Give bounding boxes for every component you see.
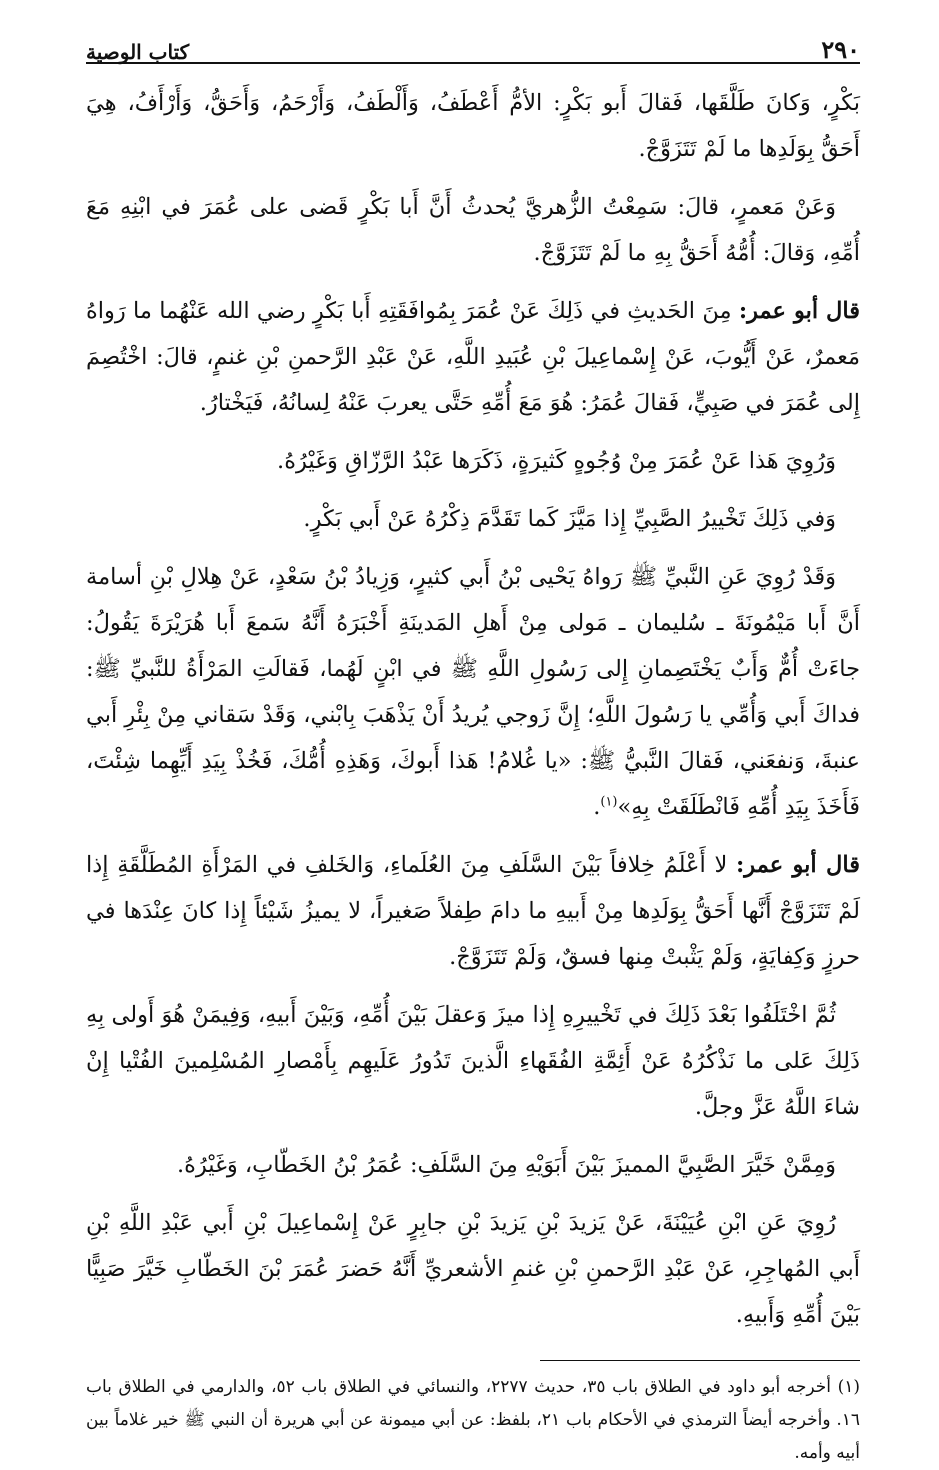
paragraph-text: وَرُوِيَ هَذا عَنْ عُمَرَ مِنْ وُجُوهٍ كَثيرَةٍ، ذَكَرَها عَبْدُ الرَّزّاقِ وَغَيْرُهُ.: [277, 448, 836, 474]
paragraph: [86, 1200, 860, 1338]
paragraph: [86, 184, 860, 276]
page-header: [86, 22, 860, 64]
footnote-divider: [540, 1360, 860, 1361]
paragraph: وَقَدْ رُوِيَ عَنِ النَّبيِّ ﷺ رَواهُ يَحْيى بْنُ أَبي كثيرٍ، وَزِيادُ بْنُ سَعْدٍ، عَنْ هِلالِ بْنِ أسامة أَنَّ أَبا مَيْمُونَةَ ـ سُليمان ـ مَولى مِنْ أَهلِ المَدينَةِ أَخْبَرَهُ أَنَّهُ سَمعَ أَبا هُرَيْرَةَ يَقُولُ: جاءَتْ أُمٌّ وَأَبٌ يَخْتَصِمانِ إِلى رَسُولِ اللَّهِ ﷺ في ابْنٍ لَهُما، فَقالَتِ المَرْأَةُ للنَّبيِّ ﷺ: فداكَ أَبي وَأُمِّي يا رَسُولَ اللَّهِ؛ إِنَّ زَوجي يُريدُ أَنْ يَذْهَبَ بِابْني، وَقَدْ سَقاني مِنْ بِئْرِ أَبي عنبةَ، وَنفعَني، فَقالَ النَّبيُّ ﷺ: «يا غُلامُ! هَذا أَبوكَ، وَهَذِهِ أُمُّكَ، فَخُذْ بِيَدِ أَيِّهِما شِئْتَ، فَأَخَذَ بِيَدِ أُمِّهِ فَانْطَلَقَتْ بِهِ»$^{(١)}$.: [86, 564, 860, 820]
paragraph-text: لا أَعْلَمُ خِلافاً بَيْنَ السَّلَفِ مِنَ العُلَماءِ، وَالخَلفِ في المَرْأَةِ المُطَلَّقَةِ إِذا لَمْ تَتَزَوَّجْ أَنَّها أَحَقُّ بِوَلَدِها مِنْ أَبيهِ ما دامَ طِفلاً صَغيراً، لا يميزُ شَيْئاً إِذا كانَ عِنْدَها في حرزٍ وَكِفايَةٍ، وَلَمْ يَثْبتْ مِنها فسقٌ، وَلَمْ تَتَزَوَّجْ.: [86, 852, 860, 970]
footnote-marker[interactable]: (١): [600, 794, 618, 810]
paragraph: [86, 496, 860, 542]
book-page: [86, 22, 860, 1470]
paragraph: [86, 288, 860, 426]
paragraph: [86, 1142, 860, 1188]
paragraph-text: بَكْرٍ، وَكانَ طَلَّقَها، فَقالَ أَبو بَكْرٍ: الأمُّ أَعْطَفُ، وَأَلْطَفُ، وَأَرْحَمُ، وَأَحَقُّ، وَأَرْأَفُ، هِيَ أَحَقُّ بِوَلَدِها ما لَمْ تَتَزَوَّجْ.: [86, 90, 860, 162]
page-number: ٢٩٠: [821, 35, 860, 64]
footnote-text: (١) أخرجه أبو داود في الطلاق باب ٣٥، حديث ٢٢٧٧، والنسائي في الطلاق باب ٥٢، والدارمي في الطلاق باب ١٦. وأخرجه أيضاً الترمذي في الأحكام باب ٢١، بلفظ: عن أبي ميمونة عن أبي هريرة أن النبي ﷺ خير غلاماً بين أبيه وأمه.: [86, 1377, 861, 1463]
paragraph-text: وَفي ذَلِكَ تَخْييرُ الصَّبِيِّ إِذا مَيَّزَ كَما تَقَدَّمَ ذِكْرُهُ عَنْ أَبي بَكْرٍ.: [303, 506, 836, 532]
speaker-label: قال أبو عمر:: [735, 852, 860, 878]
paragraph: [86, 438, 860, 484]
paragraph: [86, 842, 860, 980]
paragraph-text: وَعَنْ مَعمرٍ، قالَ: سَمِعْتُ الزُّهريَّ يُحدثُ أَنَّ أَبا بَكْرٍ قَضى على عُمَرَ في ابْنِهِ مَعَ أُمِّهِ، وَقالَ: أُمُّهُ أَحَقُّ بِهِ ما لَمْ تَتَزَوَّجْ.: [86, 194, 860, 266]
paragraph: [86, 992, 860, 1130]
paragraph-text: رُوِيَ عَنِ ابْنِ عُيَيْنَةَ، عَنْ يَزيدَ بْنِ يَزيدَ بْنِ جابِرٍ عَنْ إِسْماعِيلَ بْنِ أَبي عَبْدِ اللَّهِ بْنِ أَبي المُهاجِرِ، عَنْ عَبْدِ الرَّحمنِ بْنِ غنمِ الأشعريِّ أَنَّهُ حَضرَ عُمَرَ بْنَ الخَطّابِ خَيَّرَ صَبِيًّا بَيْنَ أُمِّهِ وَأَبيهِ.: [86, 1210, 860, 1328]
paragraph: [86, 80, 860, 172]
paragraph-text: مِنَ الحَديثِ في ذَلِكَ عَنْ عُمَرَ بِمُوافَقَتِهِ أَبا بَكْرٍ رضي الله عَنْهُما ما رَواهُ مَعمرٌ، عَنْ أَيُّوبَ، عَنْ إِسْماعِيلَ بْنِ عُبَيدِ اللَّهِ، عَنْ عَبْدِ الرَّحمنِ بْنِ غنمٍ، قالَ: اخْتُصِمَ إِلى عُمَرَ في صَبِيٍّ، فَقالَ عُمَرُ: هُوَ مَعَ أُمِّهِ حَتَّى يعربَ عَنْهُ لِسانُهُ، فَيَخْتارُ.: [86, 298, 860, 416]
paragraph-text: وَقَدْ رُوِيَ عَنِ النَّبيِّ ﷺ رَواهُ يَحْيى بْنُ أَبي كثيرٍ، وَزِيادُ بْنُ سَعْدٍ، عَنْ هِلالِ بْنِ أسامة أَنَّ أَبا مَيْمُونَةَ ـ سُليمان ـ مَولى مِنْ أَهلِ المَدينَةِ أَخْبَرَهُ أَنَّهُ سَمعَ أَبا هُرَيْرَةَ يَقُولُ: جاءَتْ أُمٌّ وَأَبٌ يَخْتَصِمانِ إِلى رَسُولِ اللَّهِ ﷺ في ابْنٍ لَهُما، فَقالَتِ المَرْأَةُ للنَّبيِّ ﷺ: فداكَ أَبي وَأُمِّي يا رَسُولَ اللَّهِ؛ إِنَّ زَوجي يُريدُ أَنْ يَذْهَبَ بِابْني، وَقَدْ سَقاني مِنْ بِئْرِ أَبي عنبةَ، وَنفعَني، فَقالَ النَّبيُّ ﷺ: «يا غُلامُ! هَذا أَبوكَ، وَهَذِهِ أُمُّكَ، فَخُذْ بِيَدِ أَيِّهِما شِئْتَ، فَأَخَذَ بِيَدِ أُمِّهِ فَانْطَلَقَتْ بِهِ»: [86, 564, 860, 820]
speaker-label: قال أبو عمر:: [738, 298, 861, 324]
paragraph-text: ثُمَّ اخْتَلَفُوا بَعْدَ ذَلِكَ في تَخْييرِهِ إِذا ميزَ وَعقلَ بَيْنَ أُمِّهِ، وَبَيْنَ أَبيهِ، وَفِيمَنْ هُوَ أَولى بِهِ ذَلِكَ عَلى ما نَذْكُرُهُ عَنْ أَئِمَّةِ الفُقَهاءِ الَّذينَ تَدُورُ عَلَيهِم بِأَمْصارِ المُسْلِمينَ الفُتْيا إِنْ شاءَ اللَّهُ عَزَّ وجلَّ.: [86, 1002, 860, 1120]
page-body: [86, 80, 860, 1338]
paragraph-text: وَمِمَّنْ خَيَّرَ الصَّبِيَّ المميزَ بَيْنَ أَبَوَيْهِ مِنَ السَّلَفِ: عُمَرُ بْنُ الخَطّابِ، وَغَيْرُهُ.: [176, 1152, 836, 1178]
book-title: كتاب الوصية: [86, 40, 190, 64]
